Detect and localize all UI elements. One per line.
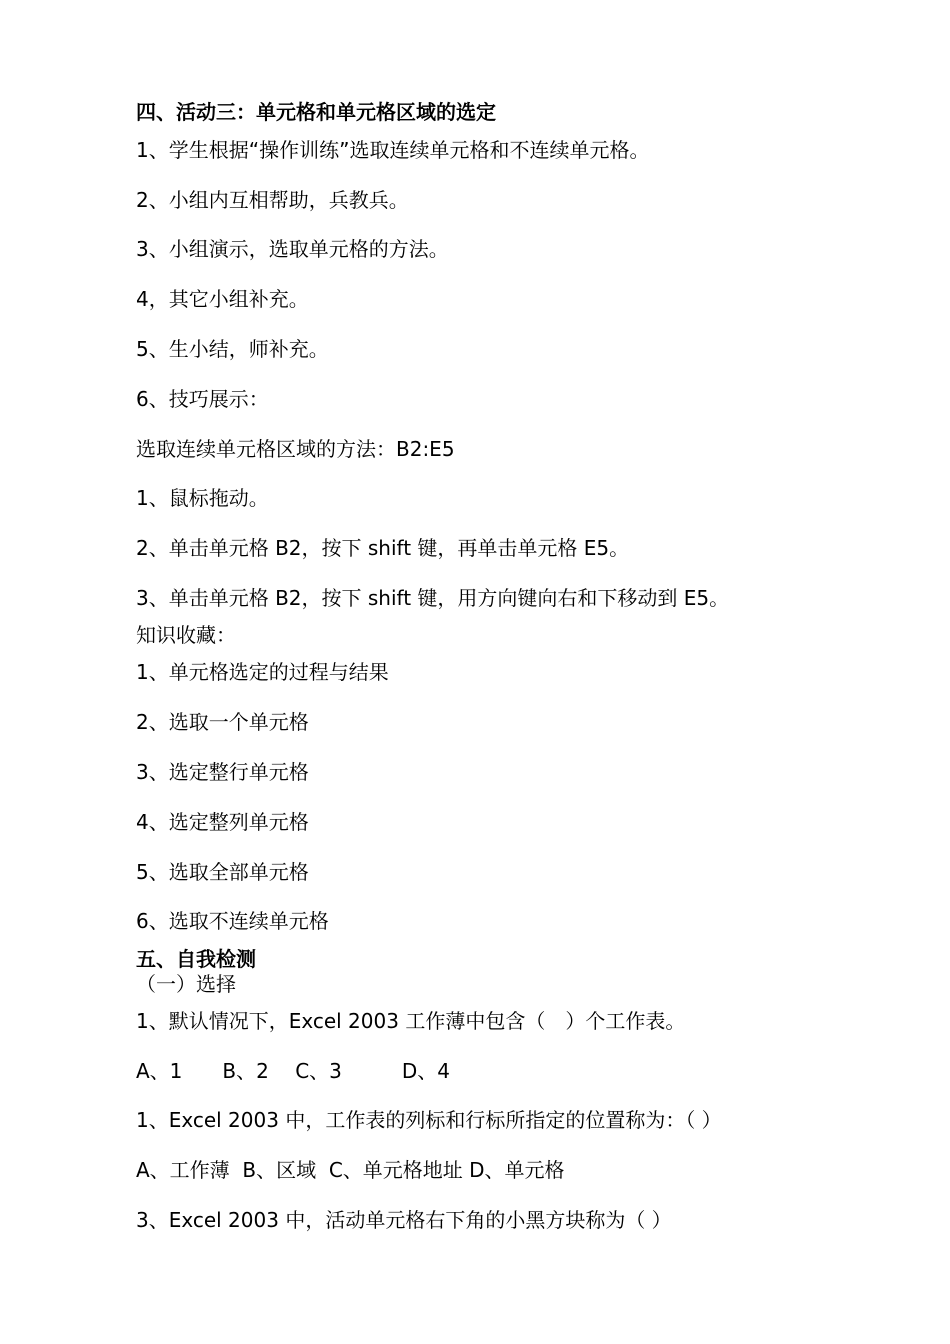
range-method-title: 选取连续单元格区域的方法：B2:E5 xyxy=(136,437,455,461)
range-method-2: 2、单击单元格 B2，按下 shift 键，再单击单元格 E5。 xyxy=(136,536,630,560)
step-1: 1、学生根据“操作训练”选取连续单元格和不连续单元格。 xyxy=(136,138,650,162)
range-method-1: 1、鼠标拖动。 xyxy=(136,486,269,510)
step-6: 6、技巧展示： xyxy=(136,387,269,411)
question-3: 3、Excel 2003 中，活动单元格右下角的小黑方块称为（ ） xyxy=(136,1208,672,1232)
step-5: 5、生小结，师补充。 xyxy=(136,337,329,361)
knowledge-item-4: 4、选定整列单元格 xyxy=(136,810,309,834)
question-2: 1、Excel 2003 中，工作表的列标和行标所指定的位置称为：（ ） xyxy=(136,1108,722,1132)
section-5-heading: 五、自我检测 xyxy=(136,947,256,971)
knowledge-item-2: 2、选取一个单元格 xyxy=(136,710,309,734)
question-2-options: A、工作薄 B、区域 C、单元格地址 D、单元格 xyxy=(136,1158,565,1182)
question-1: 1、默认情况下，Excel 2003 工作薄中包含（ ）个工作表。 xyxy=(136,1009,686,1033)
knowledge-item-5: 5、选取全部单元格 xyxy=(136,860,309,884)
section-5-subheading: （一）选择 xyxy=(136,972,236,996)
knowledge-item-3: 3、选定整行单元格 xyxy=(136,760,309,784)
section-4-heading: 四、活动三：单元格和单元格区域的选定 xyxy=(136,100,496,124)
range-method-3: 3、单击单元格 B2，按下 shift 键，用方向键向右和下移动到 E5。 xyxy=(136,586,730,610)
step-2: 2、小组内互相帮助，兵教兵。 xyxy=(136,188,409,212)
knowledge-title: 知识收藏： xyxy=(136,623,236,647)
step-4: 4，其它小组补充。 xyxy=(136,287,309,311)
knowledge-item-6: 6、选取不连续单元格 xyxy=(136,909,329,933)
question-1-options: A、1 B、2 C、3 D、4 xyxy=(136,1059,451,1083)
knowledge-item-1: 1、单元格选定的过程与结果 xyxy=(136,660,389,684)
step-3: 3、小组演示，选取单元格的方法。 xyxy=(136,237,449,261)
